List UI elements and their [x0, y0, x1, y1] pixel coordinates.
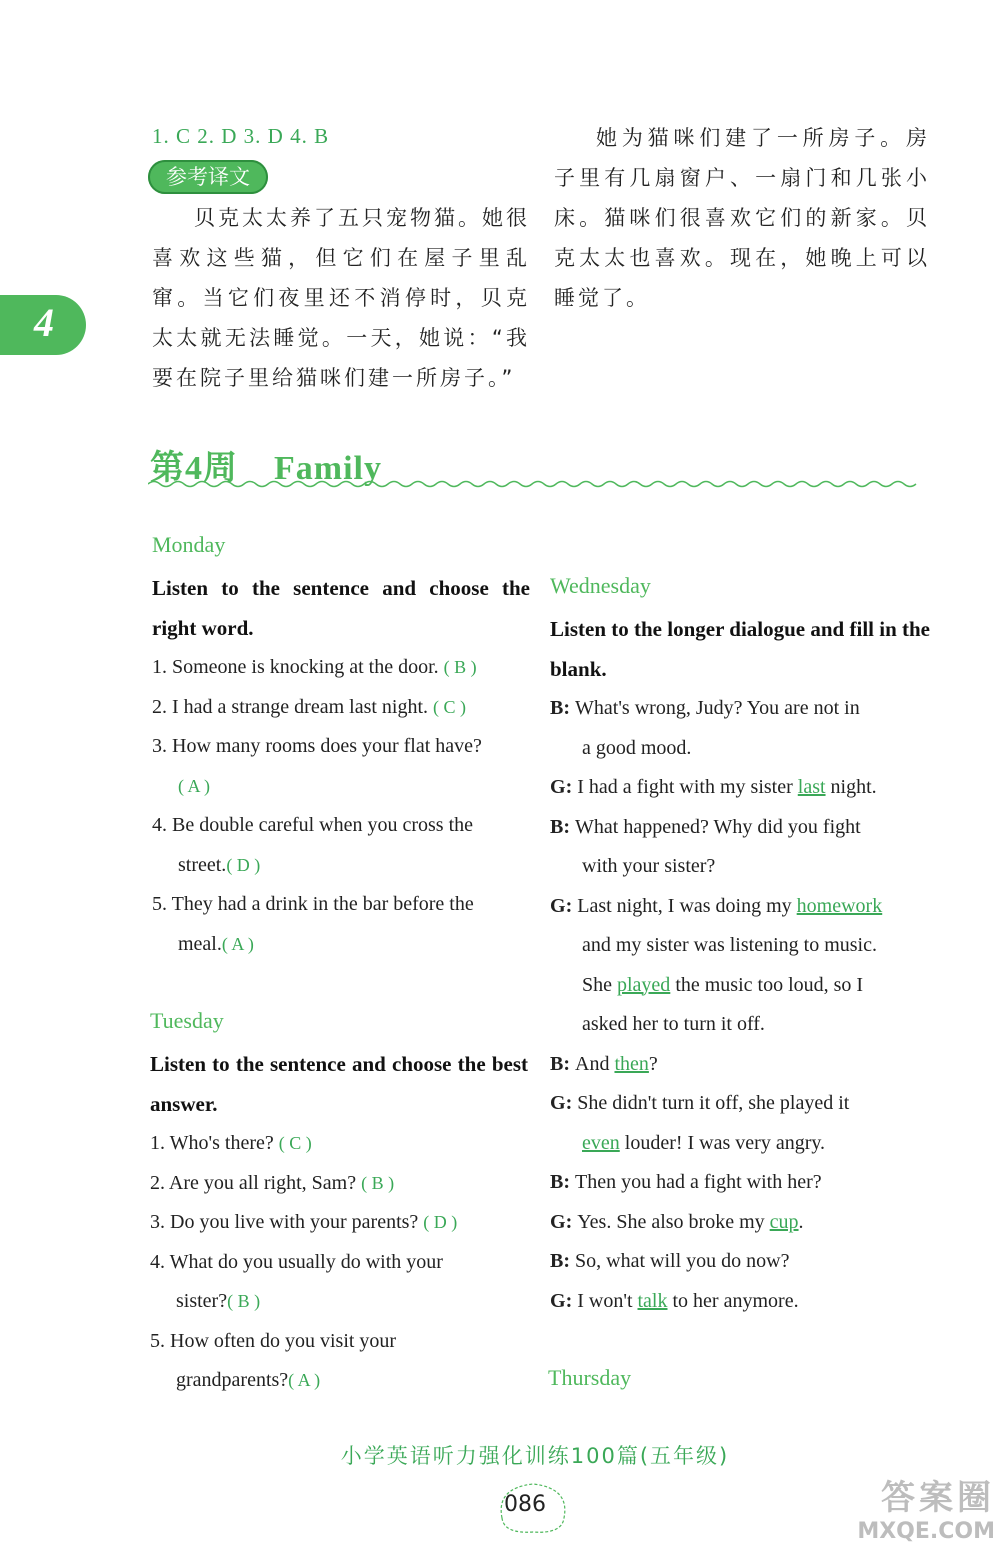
- filled-blank: played: [617, 973, 671, 996]
- week-number: 第4周: [150, 450, 238, 487]
- answer-label: ( C ): [433, 696, 467, 717]
- monday-item: 3. How many rooms does your flat have? ( A ): [152, 735, 482, 796]
- speaker-label: G: [550, 1092, 566, 1114]
- translation-text-right: 她为猫咪们建了一所房子。房子里有几扇窗户、一扇门和几张小床。猫咪们很喜欢它们的新家。贝克太太也喜欢。现在，她晚上可以睡觉了。: [554, 126, 930, 310]
- page-number: 086: [504, 1492, 546, 1517]
- dialogue-line: G: Last night, I was doing my homework and my sister was listening to music. She played the music too loud, so I asked her to turn it off.: [550, 894, 883, 1035]
- unit-number: 4: [34, 300, 54, 345]
- dialogue-line: G: Yes. She also broke my cup.: [550, 1210, 804, 1233]
- book-title: 小学英语听力强化训练100篇(五年级): [340, 1444, 730, 1468]
- unit-side-tab: [0, 295, 86, 355]
- speaker-label: B: [550, 815, 564, 838]
- translation-badge: 参考译文: [148, 160, 268, 194]
- answer-label: ( A ): [178, 775, 211, 796]
- answers-line: 1. C 2. D 3. D 4. B: [152, 124, 330, 148]
- thursday-heading: Thursday: [548, 1365, 632, 1390]
- speaker-label: G: [550, 894, 566, 917]
- monday-item: 2. I had a strange dream last night. ( C ): [152, 695, 467, 718]
- filled-blank: even: [582, 1131, 620, 1154]
- tuesday-item: 5. How often do you visit your grandparents?( A ): [150, 1329, 397, 1391]
- tuesday-heading: Tuesday: [150, 1008, 224, 1033]
- speaker-label: G: [550, 1210, 566, 1233]
- week-topic: Family: [274, 450, 382, 487]
- wednesday-heading: Wednesday: [550, 573, 651, 598]
- dialogue-line: B: What's wrong, Judy? You are not in a good mood.: [550, 697, 860, 759]
- answer-label: ( B ): [361, 1172, 395, 1193]
- answer-label: ( A ): [288, 1370, 321, 1390]
- monday-item: 1. Someone is knocking at the door. ( B ): [152, 656, 477, 678]
- dialogue-line: G: I had a fight with my sister last night.: [550, 776, 877, 798]
- filled-blank: last: [797, 776, 826, 798]
- tuesday-item: 3. Do you live with your parents? ( D ): [150, 1211, 458, 1233]
- monday-heading: Monday: [152, 532, 226, 557]
- answer-label: ( D ): [423, 1212, 458, 1232]
- translation-text-left: 贝克太太养了五只宠物猫。她很喜欢这些猫，但它们在屋子里乱窜。当它们夜里还不消停时，贝克太太就无法睡觉。一天，她说：“我要在院子里给猫咪们建一所房子。”: [152, 206, 530, 390]
- tuesday-section: [150, 1008, 528, 1401]
- speaker-label: B: [550, 1171, 564, 1193]
- answer-label: ( B ): [443, 657, 477, 677]
- answer-label: ( A ): [221, 933, 254, 954]
- monday-section: [152, 532, 530, 964]
- speaker-label: G: [550, 1289, 566, 1312]
- monday-item: 4. Be double careful when you cross the street.( D ): [152, 814, 474, 876]
- answer-label: ( C ): [278, 1133, 312, 1153]
- dialogue-line: B: So, what will you do now?: [550, 1250, 790, 1272]
- speaker-label: B: [550, 697, 564, 719]
- dialogue-line: B: What happened? Why did you fight with your sister?: [550, 815, 861, 877]
- speaker-label: B: [550, 1250, 564, 1272]
- tuesday-item: 4. What do you usually do with your sister?( B ): [150, 1250, 443, 1312]
- speaker-label: B: [550, 1052, 564, 1075]
- filled-blank: homework: [796, 894, 883, 917]
- dialogue-line: G: I won't talk to her anymore.: [550, 1289, 799, 1312]
- speaker-label: G: [550, 776, 566, 798]
- filled-blank: talk: [637, 1289, 668, 1312]
- monday-item: 5. They had a drink in the bar before the meal.( A ): [152, 893, 474, 955]
- dialogue-line: B: And then?: [550, 1052, 658, 1075]
- wednesday-instruction: Listen to the longer dialogue and fill in the blank.: [550, 617, 930, 681]
- tuesday-item: 1. Who's there? ( C ): [150, 1132, 312, 1154]
- monday-instruction: Listen to the sentence and choose the right word.: [152, 576, 530, 640]
- watermark-logo: 答案圈 MXQE.COM: [857, 1478, 995, 1544]
- tuesday-instruction: Listen to the sentence and choose the best answer.: [150, 1052, 528, 1116]
- tuesday-item: 2. Are you all right, Sam? ( B ): [150, 1171, 395, 1194]
- filled-blank: then: [614, 1052, 649, 1075]
- wednesday-section: [550, 573, 930, 1321]
- filled-blank: cup: [769, 1210, 799, 1233]
- wavy-divider: [148, 478, 920, 490]
- answer-label: ( D ): [226, 854, 261, 875]
- answer-label: ( B ): [227, 1291, 261, 1311]
- dialogue-line: B: Then you had a fight with her?: [550, 1171, 822, 1193]
- dialogue-line: G: She didn't turn it off, she played it even louder! I was very angry.: [550, 1092, 850, 1154]
